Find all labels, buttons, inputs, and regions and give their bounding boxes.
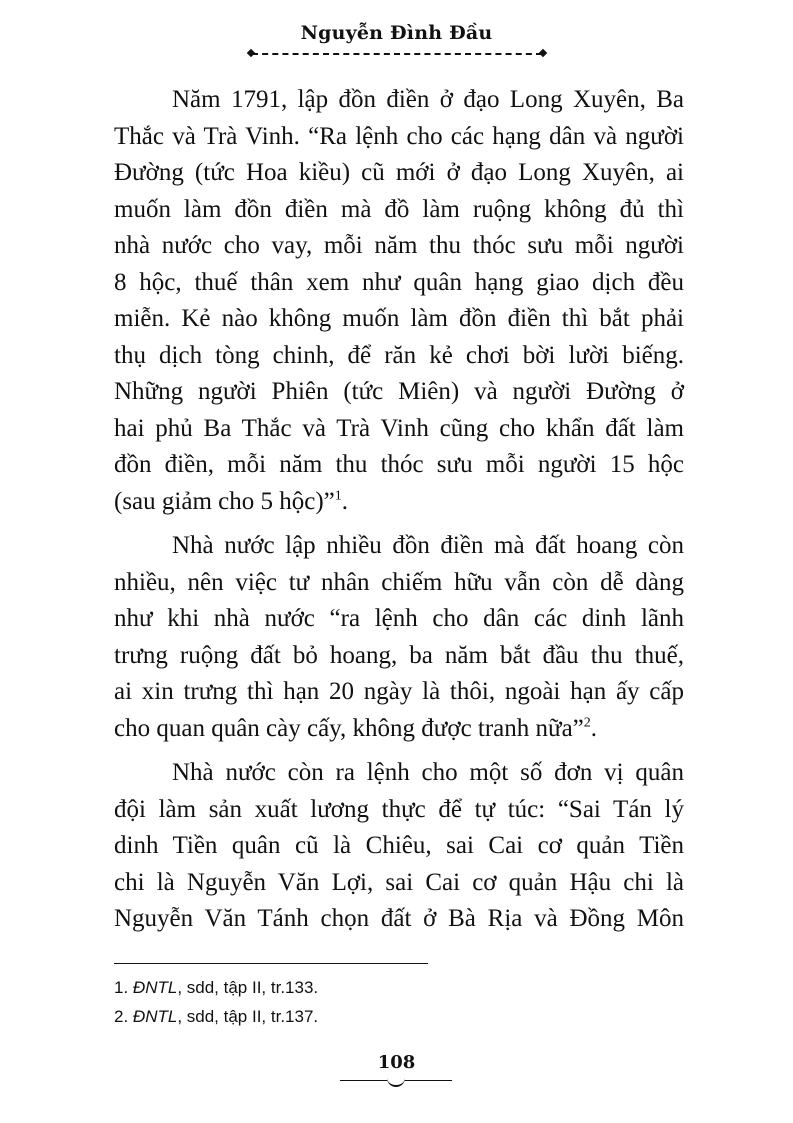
text-line: Năm 1791, lập đồn điền ở đạo Long Xuyên, Ba [172, 86, 684, 113]
footnote-text: , sdd, tập II, tr.133. [177, 978, 319, 997]
footnote-source: ĐNTL [132, 1007, 178, 1026]
footnote-1 [114, 973, 674, 1002]
text-line-content: cho quan quân cày cấy, không được tranh nữa” [114, 714, 584, 742]
sentence-end: . [341, 487, 349, 515]
text-line: 8 hộc, thuế thân xem như quân hạng giao dịch đều [114, 268, 684, 296]
text-line: Đường (tức Hoa kiều) cũ mới ở đạo Long Xuyên, ai [114, 159, 684, 186]
sentence-end: . [590, 714, 598, 742]
body-text [114, 82, 684, 946]
text-line: đồn điền, mỗi năm thu thóc sưu mỗi người 15 hộc [114, 451, 684, 478]
text-line: nhiều, nên việc tư nhân chiếm hữu vẫn còn dễ dàng [114, 568, 684, 596]
running-head-author: Nguyễn Đình Đầu [300, 22, 493, 44]
text-line: Những người Phiên (tức Miên) và người Đường ở [114, 378, 684, 405]
footnote-ref-2: 2 [583, 715, 591, 731]
paragraph-3 [114, 755, 684, 938]
text-line: thụ dịch tòng chinh, để răn kẻ chơi bời lười biếng. [114, 341, 684, 369]
text-line: muốn làm đồn điền mà đồ làm ruộng không đủ thì [114, 195, 684, 223]
text-line: Thắc và Trà Vinh. “Ra lệnh cho các hạng dân và người [114, 122, 684, 150]
text-line: Nguyễn Văn Tánh chọn đất ở Bà Rịa và Đồng Môn [114, 905, 684, 932]
text-line: miễn. Kẻ nào không muốn làm đồn điền thì bắt phải [114, 305, 684, 332]
footnote-number: 1. [114, 978, 129, 997]
footnote-number: 2. [114, 1007, 129, 1026]
text-line-content: (sau giảm cho 5 hộc)” [114, 487, 335, 515]
page-number: 108 [377, 1052, 416, 1073]
text-line: Nhà nước lập nhiều đồn điền mà đất hoang còn [172, 532, 684, 559]
text-line: chi là Nguyễn Văn Lợi, sai Cai cơ quản Hậu chi là [114, 868, 684, 896]
text-line: trưng ruộng đất bỏ hoang, ba năm bắt đầu thu thuế, [114, 641, 684, 669]
paragraph-1 [114, 82, 684, 520]
paragraph-2 [114, 528, 684, 747]
text-line: hai phủ Ba Thắc và Trà Vinh cũng cho khẩn đất làm [114, 414, 684, 442]
text-line: ai xin trưng thì hạn 20 ngày là thôi, ngoài hạn ấy cấp [114, 678, 684, 705]
ornament-flourish [387, 1075, 405, 1087]
text-line: như khi nhà nước “ra lệnh cho dân các dinh lãnh [114, 605, 684, 632]
text-line [114, 484, 684, 521]
running-head-dashed-rule [252, 53, 542, 55]
text-line: Nhà nước còn ra lệnh cho một số đơn vị quân [172, 759, 684, 786]
footnote-2 [114, 1002, 674, 1031]
rule-diamond-right [539, 49, 547, 57]
text-line: đội làm sản xuất lương thực để tự túc: “Sai Tán lý [114, 795, 684, 823]
footnote-source: ĐNTL [132, 978, 178, 997]
footnote-separator [114, 963, 428, 964]
text-line: dinh Tiền quân cũ là Chiêu, sai Cai cơ quản Tiền [114, 832, 684, 859]
page-number-ornament [340, 1080, 452, 1081]
footnote-text: , sdd, tập II, tr.137. [177, 1007, 319, 1026]
footnotes [114, 973, 674, 1031]
rule-diamond-left [247, 49, 255, 57]
text-line: nhà nước cho vay, mỗi năm thu thóc sưu mỗi người [114, 232, 684, 259]
footnote-ref-1: 1 [334, 488, 342, 504]
text-line [114, 711, 684, 748]
